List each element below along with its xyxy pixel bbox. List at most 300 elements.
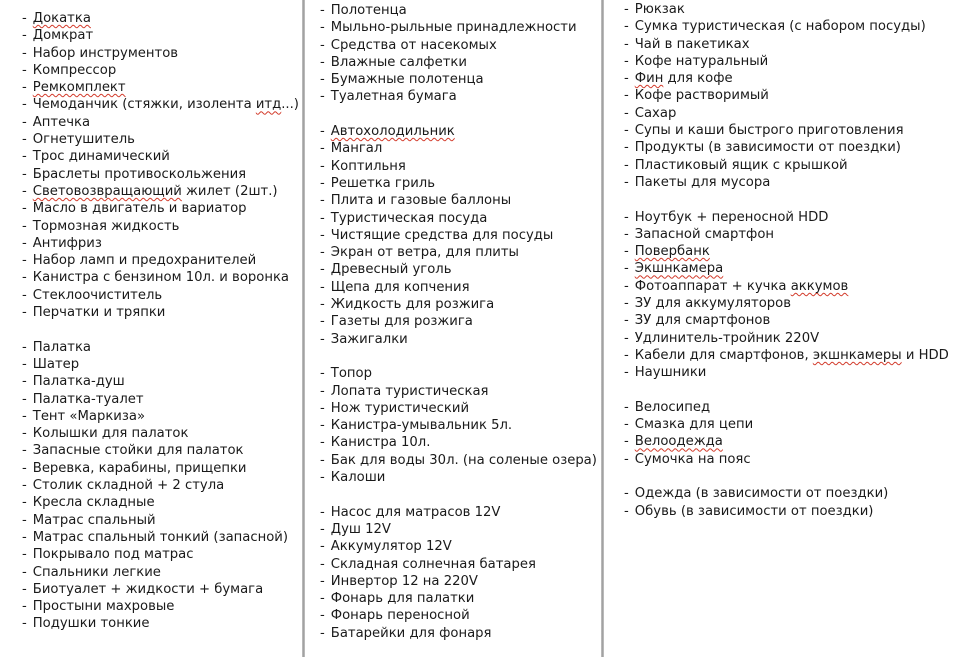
- bullet-dash: -: [624, 88, 629, 104]
- spellcheck-word: Световозвращающий: [32, 183, 182, 199]
- bullet-dash: -: [624, 244, 629, 260]
- list-item: [22, 460, 304, 477]
- list-item: [22, 529, 304, 546]
- bullet-dash: -: [320, 625, 325, 641]
- list-item: [624, 157, 960, 174]
- bullet-dash: -: [22, 253, 27, 269]
- list-spacer: [320, 348, 604, 365]
- list-item-text: Бак для воды 30л. (на соленые озера): [330, 452, 597, 468]
- list-item: [22, 512, 304, 529]
- bullet-dash: -: [624, 209, 629, 225]
- list-item: [624, 295, 960, 312]
- list-item-text: Тормозная жидкость: [32, 218, 180, 234]
- bullet-dash: -: [624, 503, 629, 519]
- bullet-dash: -: [22, 218, 27, 234]
- bullet-dash: -: [22, 339, 27, 355]
- list-item: [22, 477, 304, 494]
- list-item: [22, 235, 304, 252]
- list-spacer: [624, 468, 960, 485]
- list-item: [22, 546, 304, 563]
- bullet-dash: -: [22, 97, 27, 113]
- list-item: [320, 192, 604, 209]
- bullet-dash: -: [22, 114, 27, 130]
- list-item: [22, 598, 304, 615]
- list-item-text: Биотуалет + жидкости + бумага: [32, 581, 264, 597]
- list-item: [320, 123, 604, 140]
- list-item-text: Чистящие средства для посуды: [330, 227, 554, 243]
- list-item-text: Перчатки и тряпки: [32, 305, 166, 321]
- list-item-text: Сахар: [634, 105, 677, 121]
- list-item-text: ...): [281, 97, 299, 113]
- list-item-text: Масло в двигатель и вариатор: [32, 201, 247, 217]
- spellcheck-word: аккумов: [790, 278, 849, 294]
- list-item-text: Зажигалки: [330, 331, 408, 347]
- list-item-text: Чай в пакетиках: [634, 36, 750, 52]
- bullet-dash: -: [22, 512, 27, 528]
- list-item: [22, 131, 304, 148]
- bullet-dash: -: [22, 132, 27, 148]
- bullet-dash: -: [320, 366, 325, 382]
- bullet-dash: -: [320, 262, 325, 278]
- bullet-dash: -: [624, 486, 629, 502]
- spellcheck-word: итд: [255, 97, 282, 113]
- bullet-dash: -: [624, 157, 629, 173]
- list-item-text: Покрывало под матрас: [32, 547, 194, 563]
- list-item: [320, 244, 604, 261]
- bullet-dash: -: [320, 279, 325, 295]
- list-item-text: ЗУ для смартфонов: [634, 313, 771, 329]
- bullet-dash: -: [22, 408, 27, 424]
- list-item-text: Продукты (в зависимости от поездки): [634, 140, 901, 156]
- list-item: [624, 105, 960, 122]
- bullet-dash: -: [624, 105, 629, 121]
- bullet-dash: -: [320, 608, 325, 624]
- list-item: [22, 391, 304, 408]
- bullet-dash: -: [320, 418, 325, 434]
- bullet-dash: -: [320, 72, 325, 88]
- bullet-dash: -: [22, 547, 27, 563]
- list-item: [22, 304, 304, 321]
- list-item-text: Фонарь переносной: [330, 608, 470, 624]
- bullet-dash: -: [320, 193, 325, 209]
- list-item-text: Кресла складные: [32, 495, 155, 511]
- column-car-and-camping: [0, 0, 304, 657]
- spellcheck-word: Фин: [634, 71, 664, 87]
- spellcheck-word: Докатка: [32, 11, 91, 26]
- bullet-dash: -: [22, 529, 27, 545]
- list-item: [320, 417, 604, 434]
- bullet-dash: -: [22, 45, 27, 61]
- list-item-text: для кофе: [663, 71, 733, 87]
- list-item: [22, 356, 304, 373]
- list-item-text: Нож туристический: [330, 400, 470, 416]
- spellcheck-word: Ремкомплект: [32, 80, 126, 96]
- bullet-dash: -: [320, 573, 325, 589]
- bullet-dash: -: [320, 37, 325, 53]
- spellcheck-word: Велоодежда: [634, 434, 723, 450]
- list-item-text: Канистра-умывальник 5л.: [330, 418, 513, 434]
- list-item: [320, 313, 604, 330]
- list-item-text: Трос динамический: [32, 149, 170, 165]
- column-hygiene-cooking-tools: [304, 0, 604, 657]
- list-item-text: Матрас спальный: [32, 512, 156, 528]
- list-item: [320, 88, 604, 105]
- list-item: [22, 494, 304, 511]
- list-item: [22, 166, 304, 183]
- bullet-dash: -: [624, 53, 629, 69]
- list-item-text: Палатка-туалет: [32, 391, 144, 407]
- checklist-column-1: [22, 10, 304, 633]
- bullet-dash: -: [320, 504, 325, 520]
- spellcheck-word: Автохолодильник: [330, 124, 455, 140]
- bullet-dash: -: [320, 89, 325, 105]
- list-item-text: Обувь (в зависимости от поездки): [634, 503, 874, 519]
- list-item: [624, 364, 960, 381]
- bullet-dash: -: [320, 158, 325, 174]
- list-spacer: [624, 191, 960, 208]
- list-item-text: Пластиковый ящик с крышкой: [634, 157, 848, 173]
- list-item: [624, 139, 960, 156]
- list-item-text: Щепа для копчения: [330, 279, 470, 295]
- list-item-text: Пакеты для мусора: [634, 174, 771, 190]
- bullet-dash: -: [624, 417, 629, 433]
- list-item-text: Древесный уголь: [330, 262, 452, 278]
- bullet-dash: -: [624, 399, 629, 415]
- bullet-dash: -: [320, 124, 325, 140]
- list-item-text: Топор: [330, 366, 372, 382]
- bullet-dash: -: [22, 28, 27, 44]
- list-item: [320, 2, 604, 19]
- list-item: [320, 331, 604, 348]
- list-item-text: Калоши: [330, 470, 386, 486]
- list-item-text: Антифриз: [32, 235, 102, 251]
- list-item: [624, 1, 960, 18]
- list-item: [22, 79, 304, 96]
- bullet-dash: -: [22, 166, 27, 182]
- list-item: [320, 556, 604, 573]
- bullet-dash: -: [22, 11, 27, 26]
- list-item-text: Средства от насекомых: [330, 37, 497, 53]
- bullet-dash: -: [624, 226, 629, 242]
- list-item: [320, 434, 604, 451]
- list-item: [22, 114, 304, 131]
- list-item-text: Одежда (в зависимости от поездки): [634, 486, 889, 502]
- list-item-text: Наушники: [634, 365, 707, 381]
- list-item-text: Огнетушитель: [32, 132, 135, 148]
- list-item-text: Набор инструментов: [32, 45, 179, 61]
- list-item: [624, 243, 960, 260]
- list-item: [624, 485, 960, 502]
- bullet-dash: -: [22, 391, 27, 407]
- bullet-dash: -: [22, 443, 27, 459]
- list-item: [624, 209, 960, 226]
- list-item-text: Аптечка: [32, 114, 91, 130]
- bullet-dash: -: [624, 19, 629, 35]
- bullet-dash: -: [320, 470, 325, 486]
- list-item-text: Веревка, карабины, прищепки: [32, 460, 247, 476]
- list-item: [624, 53, 960, 70]
- list-item-text: Кабели для смартфонов,: [634, 347, 813, 363]
- list-item: [320, 625, 604, 642]
- bullet-dash: -: [624, 347, 629, 363]
- list-item: [624, 174, 960, 191]
- list-item: [624, 451, 960, 468]
- list-item: [22, 442, 304, 459]
- list-item: [22, 373, 304, 390]
- list-item-text: Батарейки для фонаря: [330, 625, 492, 641]
- list-item-text: Влажные салфетки: [330, 54, 467, 70]
- bullet-dash: -: [22, 235, 27, 251]
- list-item-text: Аккумулятор 12V: [330, 539, 452, 555]
- list-item: [320, 521, 604, 538]
- list-item-text: Жидкость для розжига: [330, 297, 495, 313]
- list-item: [624, 433, 960, 450]
- list-item: [624, 70, 960, 87]
- list-item: [624, 330, 960, 347]
- bullet-dash: -: [320, 245, 325, 261]
- list-item-text: Кофе натуральный: [634, 53, 769, 69]
- bullet-dash: -: [624, 71, 629, 87]
- list-item-text: Браслеты противоскольжения: [32, 166, 247, 182]
- bullet-dash: -: [22, 564, 27, 580]
- bullet-dash: -: [320, 20, 325, 36]
- list-item: [320, 538, 604, 555]
- list-item: [22, 252, 304, 269]
- bullet-dash: -: [624, 365, 629, 381]
- list-item-text: Запасные стойки для палаток: [32, 443, 244, 459]
- list-item-text: Подушки тонкие: [32, 616, 150, 632]
- bullet-dash: -: [22, 62, 27, 78]
- bullet-dash: -: [320, 383, 325, 399]
- list-item-text: Насос для матрасов 12V: [330, 504, 501, 520]
- list-item-text: Набор ламп и предохранителей: [32, 253, 257, 269]
- list-spacer: [22, 321, 304, 338]
- list-item-text: Рюкзак: [634, 2, 685, 17]
- bullet-dash: -: [320, 314, 325, 330]
- list-item-text: Сумочка на пояс: [634, 451, 751, 467]
- list-item-text: Канистра с бензином 10л. и воронка: [32, 270, 290, 286]
- list-item: [320, 469, 604, 486]
- checklist-column-3: [624, 1, 960, 520]
- list-item-text: Чемоданчик (стяжки, изолента: [32, 97, 256, 113]
- bullet-dash: -: [22, 201, 27, 217]
- list-item-text: Спальники легкие: [32, 564, 161, 580]
- list-item: [624, 347, 960, 364]
- list-item-text: жилет (2шт.): [181, 183, 278, 199]
- list-item-text: Решетка гриль: [330, 175, 436, 191]
- bullet-dash: -: [22, 270, 27, 286]
- list-item: [624, 122, 960, 139]
- list-item-text: Палатка: [32, 339, 92, 355]
- bullet-dash: -: [320, 331, 325, 347]
- bullet-dash: -: [624, 313, 629, 329]
- list-item-text: Туалетная бумага: [330, 89, 457, 105]
- list-item: [320, 573, 604, 590]
- list-item-text: Домкрат: [32, 28, 94, 44]
- list-item: [320, 365, 604, 382]
- list-item-text: Шатер: [32, 356, 80, 372]
- list-item: [22, 408, 304, 425]
- list-item: [22, 269, 304, 286]
- list-item-text: Канистра 10л.: [330, 435, 431, 451]
- list-item-text: Тент «Маркиза»: [32, 408, 146, 424]
- list-item: [22, 200, 304, 217]
- list-spacer: [624, 382, 960, 399]
- list-item: [320, 504, 604, 521]
- list-item: [320, 590, 604, 607]
- list-item-text: Мангал: [330, 141, 383, 157]
- list-item-text: Фотоаппарат + кучка: [634, 278, 791, 294]
- list-item-text: Велосипед: [634, 399, 711, 415]
- list-item: [320, 54, 604, 71]
- bullet-dash: -: [320, 175, 325, 191]
- bullet-dash: -: [22, 374, 27, 390]
- list-item: [624, 36, 960, 53]
- bullet-dash: -: [624, 123, 629, 139]
- list-item-text: Туристическая посуда: [330, 210, 488, 226]
- list-item-text: Складная солнечная батарея: [330, 556, 536, 572]
- checklist-column-2: [320, 2, 604, 642]
- list-item-text: Ноутбук + переносной HDD: [634, 209, 829, 225]
- list-item: [22, 10, 304, 27]
- bullet-dash: -: [320, 227, 325, 243]
- bullet-dash: -: [624, 330, 629, 346]
- bullet-dash: -: [22, 478, 27, 494]
- column-food-electronics-clothes: [604, 0, 960, 657]
- list-item-text: Компрессор: [32, 62, 117, 78]
- list-item-text: Лопата туристическая: [330, 383, 489, 399]
- list-item-text: Кофе растворимый: [634, 88, 769, 104]
- bullet-dash: -: [624, 2, 629, 17]
- bullet-dash: -: [320, 297, 325, 313]
- spellcheck-word: Повербанк: [634, 244, 710, 260]
- list-item-text: Сумка туристическая (с набором посуды): [634, 19, 926, 35]
- list-item: [22, 615, 304, 632]
- list-item: [320, 210, 604, 227]
- list-item: [320, 279, 604, 296]
- list-item-text: Газеты для розжига: [330, 314, 473, 330]
- list-item-text: и HDD: [901, 347, 949, 363]
- list-item: [320, 261, 604, 278]
- bullet-dash: -: [22, 287, 27, 303]
- list-item: [624, 226, 960, 243]
- list-item: [320, 400, 604, 417]
- bullet-dash: -: [320, 591, 325, 607]
- list-item: [320, 71, 604, 88]
- list-item-text: Коптильня: [330, 158, 406, 174]
- list-item-text: Запасной смартфон: [634, 226, 775, 242]
- bullet-dash: -: [320, 141, 325, 157]
- bullet-dash: -: [624, 140, 629, 156]
- list-item: [22, 27, 304, 44]
- list-item: [320, 383, 604, 400]
- list-item-text: Палатка-душ: [32, 374, 125, 390]
- bullet-dash: -: [624, 278, 629, 294]
- list-spacer: [320, 486, 604, 503]
- list-item: [22, 183, 304, 200]
- list-item: [320, 37, 604, 54]
- list-item: [22, 96, 304, 113]
- list-item: [624, 312, 960, 329]
- list-item: [320, 19, 604, 36]
- bullet-dash: -: [320, 3, 325, 18]
- list-item: [320, 607, 604, 624]
- bullet-dash: -: [22, 426, 27, 442]
- list-spacer: [320, 106, 604, 123]
- bullet-dash: -: [22, 581, 27, 597]
- list-item: [320, 452, 604, 469]
- bullet-dash: -: [22, 460, 27, 476]
- bullet-dash: -: [624, 261, 629, 277]
- list-item-text: Душ 12V: [330, 521, 391, 537]
- spellcheck-word: экшнкамеры: [812, 347, 902, 363]
- list-item: [22, 45, 304, 62]
- list-item-text: Смазка для цепи: [634, 417, 754, 433]
- bullet-dash: -: [624, 296, 629, 312]
- bullet-dash: -: [624, 36, 629, 52]
- list-item-text: Бумажные полотенца: [330, 72, 484, 88]
- bullet-dash: -: [320, 54, 325, 70]
- list-item: [624, 18, 960, 35]
- bullet-dash: -: [22, 599, 27, 615]
- list-item: [320, 140, 604, 157]
- list-item: [22, 425, 304, 442]
- bullet-dash: -: [22, 356, 27, 372]
- list-item: [624, 416, 960, 433]
- list-item-text: Колышки для палаток: [32, 426, 189, 442]
- bullet-dash: -: [22, 616, 27, 632]
- bullet-dash: -: [22, 183, 27, 199]
- list-item-text: Супы и каши быстрого приготовления: [634, 123, 904, 139]
- list-item: [624, 278, 960, 295]
- bullet-dash: -: [22, 80, 27, 96]
- list-item: [320, 175, 604, 192]
- list-item-text: Стеклоочиститель: [32, 287, 163, 303]
- list-item-text: Плита и газовые баллоны: [330, 193, 512, 209]
- spellcheck-word: Экшнкамера: [634, 261, 724, 277]
- list-item: [22, 218, 304, 235]
- bullet-dash: -: [624, 434, 629, 450]
- bullet-dash: -: [320, 400, 325, 416]
- list-item: [320, 296, 604, 313]
- list-item: [320, 227, 604, 244]
- bullet-dash: -: [320, 452, 325, 468]
- list-item: [22, 564, 304, 581]
- bullet-dash: -: [624, 451, 629, 467]
- list-item-text: Простыни махровые: [32, 599, 175, 615]
- bullet-dash: -: [320, 435, 325, 451]
- list-item: [22, 339, 304, 356]
- bullet-dash: -: [22, 495, 27, 511]
- list-item-text: Удлинитель-тройник 220V: [634, 330, 820, 346]
- list-item: [624, 503, 960, 520]
- list-item: [22, 581, 304, 598]
- bullet-dash: -: [22, 149, 27, 165]
- list-item: [22, 287, 304, 304]
- list-item-text: Фонарь для палатки: [330, 591, 475, 607]
- list-item-text: Матрас спальный тонкий (запасной): [32, 529, 289, 545]
- bullet-dash: -: [22, 305, 27, 321]
- list-item-text: ЗУ для аккумуляторов: [634, 296, 792, 312]
- list-item: [22, 62, 304, 79]
- bullet-dash: -: [320, 210, 325, 226]
- list-item: [624, 399, 960, 416]
- list-item-text: Столик складной + 2 стула: [32, 478, 225, 494]
- list-item: [624, 87, 960, 104]
- bullet-dash: -: [624, 174, 629, 190]
- bullet-dash: -: [320, 521, 325, 537]
- list-item-text: Экран от ветра, для плиты: [330, 245, 519, 261]
